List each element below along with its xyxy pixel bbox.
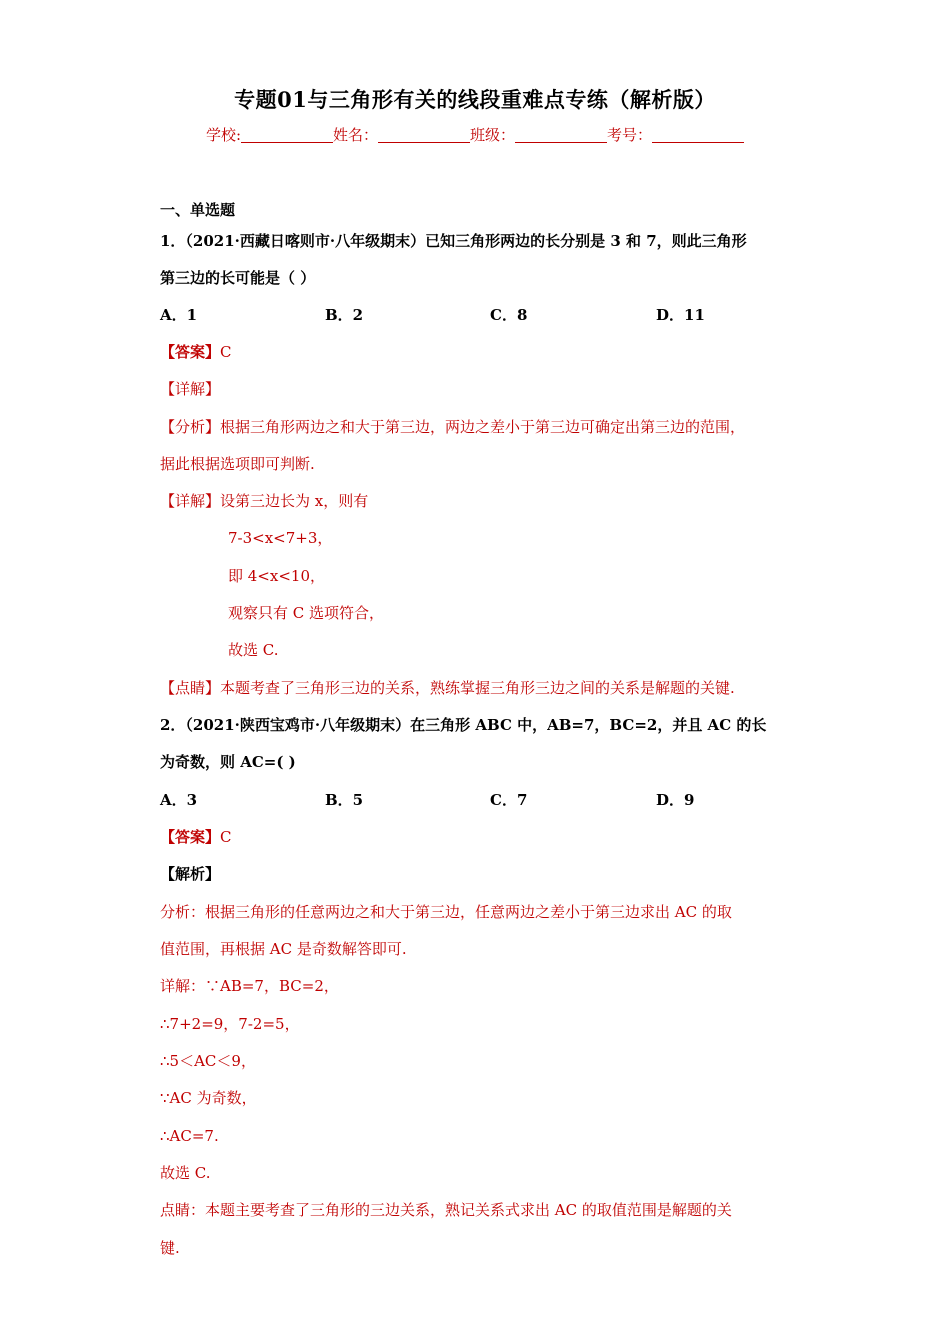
- q2-stem-line2: 为奇数，则 AC=( ): [160, 753, 296, 771]
- q2-step3: ∴5＜AC＜9，: [160, 1052, 256, 1070]
- q2-answer-value: C: [220, 828, 232, 846]
- q1-option-d: D．11: [656, 306, 705, 324]
- q1-step2: 即 4<x<10，: [228, 567, 325, 585]
- q2-explain-heading: 【解析】: [160, 865, 221, 883]
- q1-step1: 7-3<x<7+3，: [228, 529, 333, 547]
- section-heading: 一、单选题: [160, 201, 236, 219]
- q1-answer: [160, 342, 232, 362]
- q1-detail-heading: 【详解】: [160, 380, 221, 398]
- exam-no-blank: [652, 128, 744, 143]
- q2-option-c: C．7: [490, 791, 528, 809]
- q2-answer-tag: 【答案】: [160, 828, 221, 846]
- q1-detail-line1: 【详解】设第三边长为 x，则有: [160, 492, 369, 510]
- q2-stem-line1: 2．（2021·陕西宝鸡市·八年级期末）在三角形 ABC 中，AB=7，BC=2，并且 AC 的长: [160, 716, 767, 734]
- q2-answer: [160, 827, 232, 847]
- q2-step4: ∵AC 为奇数，: [160, 1089, 257, 1107]
- q2-analysis-line1: 分析：根据三角形的任意两边之和大于第三边，任意两边之差小于第三边求出 AC 的取: [160, 903, 732, 921]
- name-label: 姓名：: [333, 126, 379, 144]
- q2-step2: ∴7+2=9，7-2=5，: [160, 1015, 300, 1033]
- q1-step4: 故选 C.: [228, 641, 279, 659]
- student-info-line: [0, 124, 950, 145]
- class-label: 班级：: [470, 126, 516, 144]
- q2-comment-line1: 点睛：本题主要考查了三角形的三边关系，熟记关系式求出 AC 的取值范围是解题的关: [160, 1201, 732, 1219]
- class-blank: [515, 128, 607, 143]
- q1-answer-value: C: [220, 343, 232, 361]
- q1-option-a: A．1: [160, 306, 198, 324]
- q1-stem-line1: 1．（2021·西藏日喀则市·八年级期末）已知三角形两边的长分别是 3 和 7，则此三角形: [160, 232, 747, 250]
- q1-answer-tag: 【答案】: [160, 343, 221, 361]
- q2-option-b: B．5: [325, 791, 364, 809]
- q1-option-b: B．2: [325, 306, 364, 324]
- q2-analysis-line2: 值范围，再根据 AC 是奇数解答即可.: [160, 940, 407, 958]
- q1-step3: 观察只有 C 选项符合，: [228, 604, 385, 622]
- q2-option-a: A．3: [160, 791, 198, 809]
- q2-comment-line2: 键.: [160, 1239, 180, 1257]
- q1-analysis-line2: 据此根据选项即可判断.: [160, 455, 315, 473]
- q1-stem-line2: 第三边的长可能是（ ）: [160, 269, 316, 287]
- q2-option-d: D．9: [656, 791, 695, 809]
- q2-step1: 详解：∵AB=7，BC=2，: [160, 977, 339, 995]
- school-blank: [241, 128, 333, 143]
- q1-option-c: C．8: [490, 306, 528, 324]
- name-blank: [378, 128, 470, 143]
- page-title: 专题01与三角形有关的线段重难点专练（解析版）: [234, 87, 716, 112]
- q2-step5: ∴AC=7.: [160, 1127, 219, 1145]
- exam-no-label: 考号：: [607, 126, 653, 144]
- q1-comment: 【点睛】本题考查了三角形三边的关系，熟练掌握三角形三边之间的关系是解题的关键.: [160, 679, 735, 697]
- q2-step6: 故选 C.: [160, 1164, 211, 1182]
- school-label: 学校:: [205, 126, 241, 144]
- q1-analysis-line1: 【分析】根据三角形两边之和大于第三边，两边之差小于第三边可确定出第三边的范围，: [160, 418, 746, 436]
